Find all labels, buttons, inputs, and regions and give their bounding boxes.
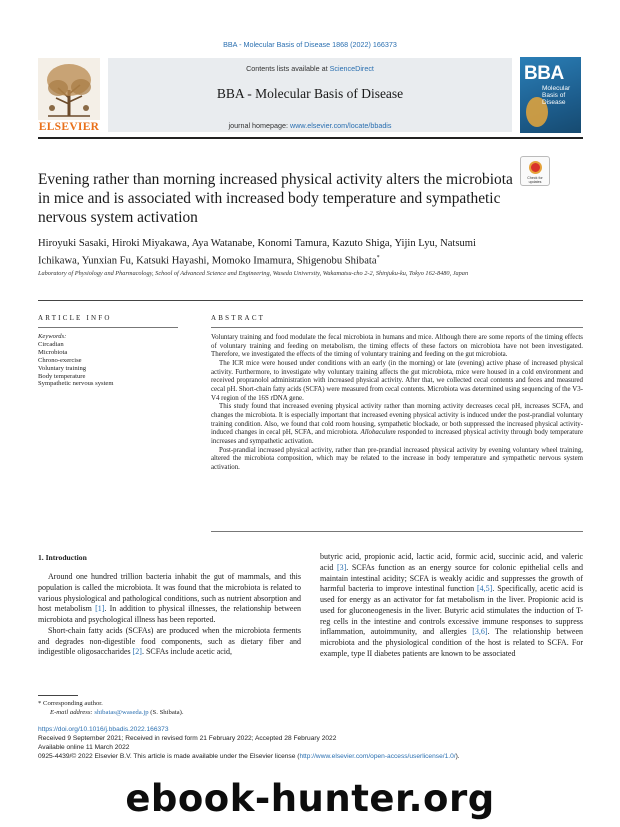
citation-link[interactable]: [2] <box>132 647 142 657</box>
body-column-right <box>320 552 583 660</box>
homepage-prefix: journal homepage: <box>228 121 291 130</box>
corresponding-author-mark[interactable]: * <box>376 255 380 261</box>
check-for-updates-icon <box>529 161 542 174</box>
sciencedirect-link[interactable]: ScienceDirect <box>329 64 374 73</box>
body-column-left <box>38 572 301 658</box>
journal-cover-image <box>520 57 581 133</box>
abstract-body <box>211 334 583 473</box>
taxon-name: Allobaculum <box>360 429 396 437</box>
watermark-text: ebook-hunter.org <box>125 777 495 820</box>
keywords-list <box>38 333 178 388</box>
check-for-updates-button[interactable] <box>520 156 550 186</box>
keyword-item: Microbiota <box>38 348 68 356</box>
section-divider <box>38 300 583 301</box>
elsevier-logo-text: ELSEVIER <box>38 121 100 133</box>
publication-info <box>38 726 583 762</box>
author-names: Hiroyuki Sasaki, Hiroki Miyakawa, Aya Watanabe, Konomi Tamura, Kazuto Shiga, Yijin Lyu, Natsumi Ichikawa, Yunxian Fu, Katsuki Hayashi, Momoko Imamura, Shigenobu Shibata <box>38 238 476 267</box>
keyword-item: Chrono-exercise <box>38 356 82 364</box>
cover-title: BBA <box>524 63 564 84</box>
footnote-rule <box>38 695 78 696</box>
keyword-item: Sympathetic nervous system <box>38 380 114 388</box>
available-online-date: Available online 11 March 2022 <box>38 743 130 751</box>
author-email-link[interactable]: shibatas@waseda.jp <box>94 708 149 716</box>
corresponding-author-note: * Corresponding author. <box>38 700 103 707</box>
body-paragraph: Around one hundred trillion bacteria inhabit the gut of mammals, and this population is called the microbiota. It was found that the microbiota is related to various physiological and pathological conditions, such as nutrient absorption and host metabolism [1]. In addition to physical illnesses, the relationship between microbiota and psychological illness has been reported. <box>38 572 301 624</box>
cover-subtitle: Molecular Basis of Disease <box>542 85 571 106</box>
doi-link[interactable]: https://doi.org/10.1016/j.bbadis.2022.166373 <box>38 726 169 733</box>
keyword-item: Voluntary training <box>38 364 87 372</box>
elsevier-logo <box>38 58 100 133</box>
abstract-paragraph: Voluntary training and food modulate the fecal microbiota in humans and mice. Although there are some reports of the timing effects of voluntary training and feeding on metabolism, the timing effects of these factors on microbiota have not been investigated. Therefore, we investigated the effects of the timing of voluntary training and feeding on the gut microbiota. <box>211 334 583 359</box>
body-paragraph: Short-chain fatty acids (SCFAs) are produced when the microbiota ferments and degrades non-digestible food components, such as dietary fiber and indigestible oligosaccharides [2]. SCFAs include acetic acid, <box>38 625 301 657</box>
abstract-paragraph: Post-prandial increased physical activity, rather than pre-prandial increased physical activity by evening voluntary wheel training, altered the microbiota composition, which may be related to the increase in body temperature and sympathetic nervous system activation. <box>211 446 583 471</box>
contents-line <box>108 64 512 73</box>
citation-link[interactable]: [1] <box>95 604 105 614</box>
elsevier-tree-icon <box>38 58 100 120</box>
homepage-line <box>108 121 512 130</box>
keyword-item: Circadian <box>38 340 64 348</box>
abstract-heading: ABSTRACT <box>211 314 266 322</box>
article-title: Evening rather than morning increased physical activity alters the microbiota in mice and is associated with increased body temperature and sympathetic nervous system activation <box>38 171 513 226</box>
contents-prefix: Contents lists available at <box>246 64 330 73</box>
citation-link[interactable]: [3,6] <box>472 627 488 637</box>
header-rule <box>38 137 583 139</box>
footnote <box>38 700 338 718</box>
received-dates: Received 9 September 2021; Received in revised form 21 February 2022; Accepted 28 February 2022 <box>38 734 337 742</box>
keyword-item: Body temperature <box>38 372 86 380</box>
citation-link[interactable]: [4,5] <box>477 584 493 594</box>
keywords-label: Keywords: <box>38 333 67 340</box>
article-info-divider <box>38 327 178 328</box>
journal-title: BBA - Molecular Basis of Disease <box>216 86 404 101</box>
check-for-updates-label: Check for updates <box>527 176 543 184</box>
author-list <box>38 236 518 269</box>
license-line: 0925-4439/© 2022 Elsevier B.V. This article is made available under the Elsevier license (http://www.elsevier.com/open-access/userlicense/1.0/). <box>38 752 460 760</box>
abstract-bottom-divider <box>211 531 583 532</box>
article-info-heading: ARTICLE INFO <box>38 314 112 322</box>
body-paragraph: butyric acid, propionic acid, lactic acid, formic acid, succinic acid, and valeric acid [3]. SCFAs function as an energy source for colonic epithelial cells and maintain intestinal acidity; SCFA is weakly acidic and suppresses the growth of harmful bacteria to improve intestinal function [4,5]. Specifically, acetic acid is used for energy as an activator for fat metabolism in the liver. Propionic acid is used for gluconeogenesis in the liver. Butyric acid stimulates the induction of T-reg cells in the intestine and controls excessive immune responses to suppress inflammation, autoimmunity, and allergies [3,6]. The relationship between microbiota and the physiological condition of the host is related to SCFA. For example, type II diabetes patients are known to be associated <box>320 552 584 658</box>
license-link[interactable]: http://www.elsevier.com/open-access/userlicense/1.0/ <box>299 752 456 760</box>
affiliation: Laboratory of Physiology and Pharmacology, School of Advanced Science and Engineering, Waseda University, Wakamatsu-cho 2-2, Shinjuku-ku, Tokyo 162-8480, Japan <box>38 270 469 277</box>
journal-homepage-link[interactable]: www.elsevier.com/locate/bbadis <box>290 121 392 130</box>
abstract-divider <box>211 327 583 328</box>
citation-link[interactable]: [3] <box>336 562 347 572</box>
journal-reference-link[interactable]: BBA - Molecular Basis of Disease 1868 (2022) 166373 <box>223 40 397 49</box>
introduction-heading: 1. Introduction <box>38 553 87 562</box>
abstract-paragraph: This study found that increased evening physical activity rather than morning activity decreases cecal pH, increases SCFA, and changes the microbiota. It is especially important that increased evening physical activity is induced under the post-prandial voluntary training condition. Also, we found that cold room housing, sympathetic blockade, or both suppressed the increased physical activity-induced changes in cecal pH, SCFA, and microbiota. Allobaculum responded to increased physical activity through body temperature increases and sympathetic activation. <box>211 403 583 445</box>
email-line: E-mail address: shibatas@waseda.jp (S. Shibata). <box>50 708 184 716</box>
abstract-paragraph: The ICR mice were housed under conditions with an early (in the morning) or late (evening) active phase of increased physical activity. Furthermore, to investigate why voluntary training affects the gut microbiota, mice were housed in a cold environment and received propranolol administration with increased physical activity. After that, we collected cecal contents and feces and measured cecal pH. Short-chain fatty acids (SCFA) were measured from cecal contents. Microbiota was determined using sequencing of the V3-V4 region of the 16S rDNA gene. <box>211 359 583 402</box>
